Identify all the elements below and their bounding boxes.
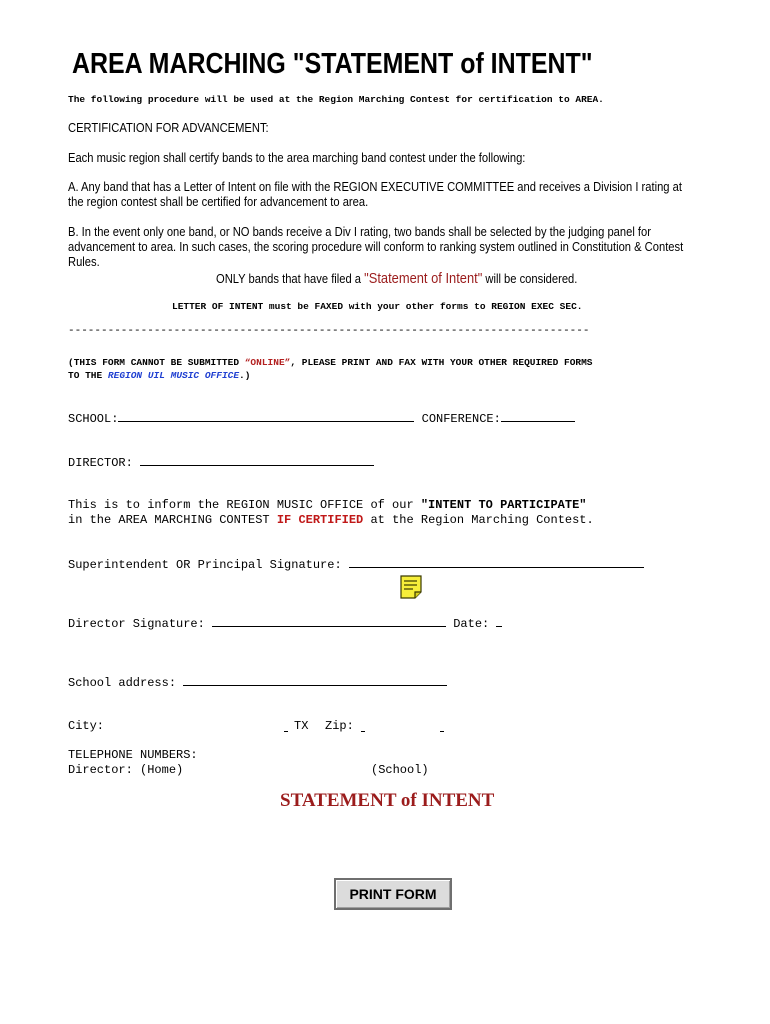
submission-notice: [68, 356, 593, 382]
page-title: AREA MARCHING "STATEMENT of INTENT": [72, 48, 593, 80]
only-bands-prefix: ONLY bands that have filed a: [216, 271, 365, 286]
director-input[interactable]: [140, 455, 374, 466]
director-label: DIRECTOR:: [68, 456, 133, 470]
superintendent-row: [68, 557, 644, 572]
date-input[interactable]: [496, 616, 502, 627]
intent-to-participate: "INTENT TO PARTICIPATE": [420, 498, 587, 512]
statement-of-intent-title: STATEMENT of INTENT: [280, 790, 495, 811]
paragraph-a: A. Any band that has a Letter of Intent on file with the REGION EXECUTIVE COMMITTEE and receives a Division I rating at the region contest shall be certified for advancement to area.: [68, 179, 682, 209]
school-input[interactable]: [118, 411, 414, 422]
state-value: TX: [294, 719, 309, 733]
if-certified: IF CERTIFIED: [276, 513, 364, 527]
letter-of-intent-note: LETTER OF INTENT must be FAXED with your other forms to REGION EXEC SEC.: [172, 301, 583, 312]
school-phone-label: (School): [371, 763, 429, 777]
school-address-row: [68, 675, 447, 690]
director-signature-label: Director Signature:: [68, 617, 205, 631]
notice-line-1: [68, 356, 593, 369]
telephone-label: TELEPHONE NUMBERS:: [68, 748, 198, 762]
intent-line2-suffix: at the Region Marching Contest.: [363, 513, 594, 527]
notice-line-2: [68, 369, 593, 382]
note-icon[interactable]: [400, 575, 422, 599]
zip-input-end[interactable]: [440, 721, 444, 732]
notice-line1-prefix: (THIS FORM CANNOT BE SUBMITTED: [68, 357, 245, 368]
superintendent-label: Superintendent OR Principal Signature:: [68, 558, 342, 572]
certification-heading: CERTIFICATION FOR ADVANCEMENT:: [68, 120, 269, 135]
zip-label: Zip:: [325, 719, 354, 733]
intent-line-2: [68, 513, 594, 528]
intent-line-1: [68, 498, 594, 513]
print-form-button[interactable]: PRINT FORM: [334, 878, 452, 910]
school-label: SCHOOL:: [68, 412, 119, 426]
only-bands-note: [216, 270, 577, 287]
school-address-input[interactable]: [183, 675, 447, 686]
city-label: City:: [68, 719, 105, 733]
only-bands-suffix: will be considered.: [482, 271, 578, 286]
notice-line2-suffix: .): [239, 370, 251, 381]
paragraph-b: B. In the event only one band, or NO bands receive a Div I rating, two bands shall be selected by the judging panel for advancement to area. In such cases, the scoring procedure will conform to ranking system outlined in Constitution & Contest Rules.: [68, 224, 684, 269]
dashed-divider: -------------------------------------------------------------------------------: [68, 325, 590, 337]
region-office-link[interactable]: REGION UIL MUSIC OFFICE: [107, 370, 240, 381]
director-signature-input[interactable]: [212, 616, 446, 627]
statement-of-intent-highlight: "Statement of Intent": [364, 270, 483, 287]
zip-input[interactable]: [361, 721, 365, 732]
notice-line2-prefix: TO THE: [68, 370, 108, 381]
director-home-phone-label: Director: (Home): [68, 763, 184, 777]
date-label: Date:: [453, 617, 490, 631]
notice-line1-suffix: , PLEASE PRINT AND FAX WITH YOUR OTHER REQUIRED FORMS: [290, 357, 593, 368]
school-row: [68, 411, 575, 426]
director-signature-row: [68, 616, 502, 631]
certify-paragraph: Each music region shall certify bands to the area marching band contest under the following:: [68, 150, 526, 165]
notice-online: “ONLINE”: [244, 357, 291, 368]
school-address-label: School address:: [68, 676, 177, 690]
intro-text: The following procedure will be used at the Region Marching Contest for certification to AREA.: [68, 94, 604, 105]
intent-statement: [68, 498, 594, 528]
intent-line2-prefix: in the AREA MARCHING CONTEST: [68, 513, 277, 527]
conference-input[interactable]: [501, 411, 575, 422]
superintendent-signature-input[interactable]: [349, 557, 644, 568]
intent-line1-prefix: This is to inform the REGION MUSIC OFFICE of our: [68, 498, 421, 512]
conference-label: CONFERENCE:: [421, 412, 501, 426]
director-row: [68, 455, 374, 470]
city-input[interactable]: [284, 721, 288, 732]
